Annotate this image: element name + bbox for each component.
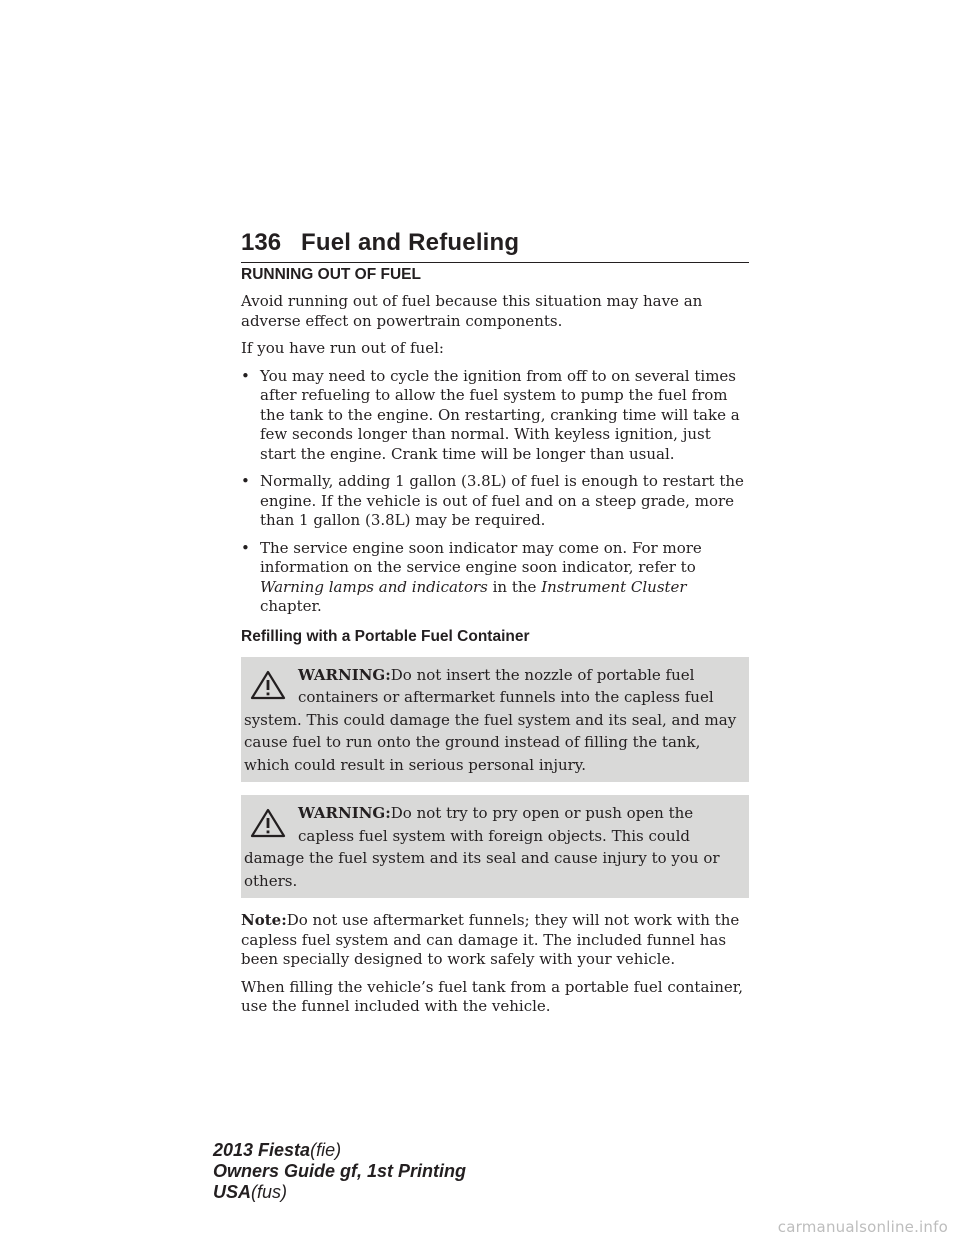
cross-reference-warning-lamps: Warning lamps and indicators <box>260 577 488 596</box>
intro-paragraph: Avoid running out of fuel because this situation may have an adverse effect on powertrain components. <box>241 292 703 330</box>
cross-reference-instrument-cluster: Instrument Cluster <box>541 577 687 596</box>
list-item <box>241 367 749 465</box>
warning-label: WARNING: <box>298 665 391 684</box>
section-heading: RUNNING OUT OF FUEL <box>241 266 421 283</box>
page-number: 136 <box>241 229 282 256</box>
page-header <box>241 228 749 263</box>
note-paragraph <box>241 911 749 970</box>
footer-model-code: (fie) <box>310 1140 342 1160</box>
footer-line-printing: Owners Guide gf, 1st Printing <box>213 1161 467 1181</box>
page-footer <box>213 1140 466 1203</box>
watermark-link[interactable]: carmanualsonline.info <box>777 1218 948 1236</box>
warning-triangle-icon <box>250 670 286 700</box>
bullet-text-after: chapter. <box>260 597 322 615</box>
footer-line-model <box>213 1140 466 1161</box>
footer-line-market <box>213 1182 466 1203</box>
list-item <box>241 472 749 531</box>
bullet-text: Normally, adding 1 gallon (3.8L) of fuel is enough to restart the engine. If the vehicle is out of fuel and on a steep grade, more than 1 gallon (3.8L) may be required. <box>260 472 744 529</box>
bullet-marker: • <box>241 472 250 490</box>
lead-in-paragraph: If you have run out of fuel: <box>241 339 444 357</box>
bullet-text-middle: in the <box>487 577 542 596</box>
bullet-marker: • <box>241 538 250 557</box>
warning-text: Do not try to pry open or push open the capless fuel system with foreign objects. This could damage the fuel system and its seal and cause injury to you or others. <box>244 804 720 890</box>
note-text: Do not use aftermarket funnels; they will not work with the capless fuel system and can damage it. The included funnel has been specially designed to work safely with your vehicle. <box>241 911 740 968</box>
closing-paragraph: When filling the vehicle’s fuel tank from a portable fuel container, use the funnel included with the vehicle. <box>241 977 744 1015</box>
bullet-text: You may need to cycle the ignition from off to on several times after refueling to allow the fuel system to pump the fuel from the tank to the engine. On restarting, cranking time will take a few seconds longer than normal. With keyless ignition, just start the engine. Crank time will be longer than usual. <box>260 366 740 463</box>
list-item <box>241 539 749 617</box>
bullet-text-before: The service engine soon indicator may come on. For more information on the service engine soon indicator, refer to <box>260 538 702 576</box>
warning-text: Do not insert the nozzle of portable fuel containers or aftermarket funnels into the capless fuel system. This could damage the fuel system and its seal, and may cause fuel to run onto the ground instead of filling the tank, which could result in serious personal injury. <box>244 665 737 774</box>
bullet-list <box>241 367 749 617</box>
footer-model: 2013 Fiesta <box>213 1140 311 1160</box>
footer-market-code: (fus) <box>251 1182 288 1202</box>
bullet-marker: • <box>241 366 250 385</box>
bullet-text <box>260 539 702 616</box>
warning-triangle-icon <box>250 808 286 838</box>
warning-box <box>241 657 749 783</box>
warning-label: WARNING: <box>298 804 391 822</box>
subsection-heading: Refilling with a Portable Fuel Container <box>241 627 530 645</box>
note-label: Note: <box>241 911 287 929</box>
page-content <box>241 265 749 1025</box>
footer-market: USA <box>213 1182 252 1202</box>
warning-box <box>241 795 749 898</box>
chapter-title: Fuel and Refueling <box>301 229 520 256</box>
